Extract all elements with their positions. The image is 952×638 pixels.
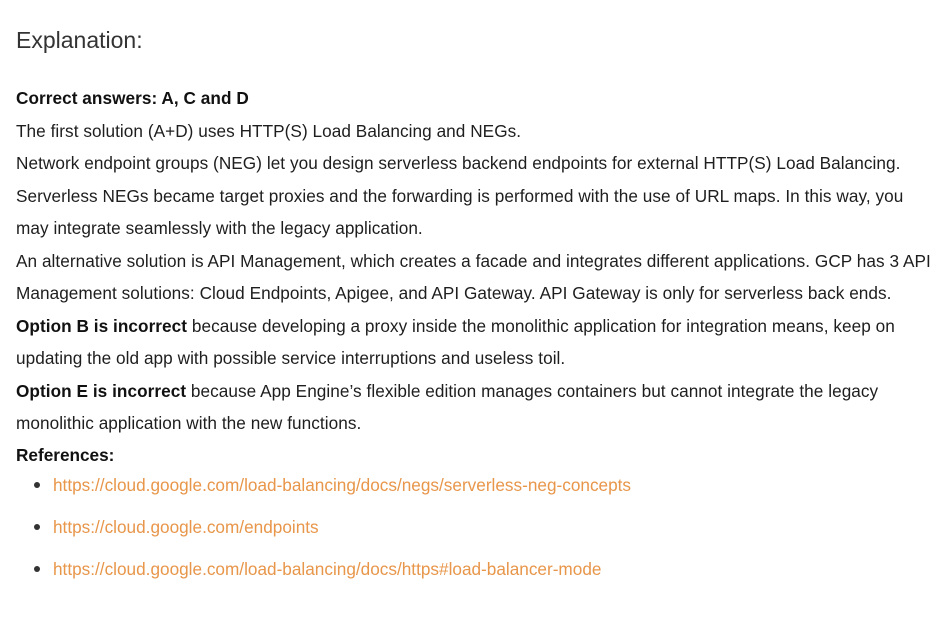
references-title: References: bbox=[16, 444, 115, 465]
paragraph-solution-summary: The first solution (A+D) uses HTTP(S) Load Balancing and NEGs. bbox=[16, 120, 522, 141]
paragraph-api-management: An alternative solution is API Management, which creates a facade and integrates different applications. GCP has 3 API Management solutions: Cloud Endpoints, Apigee, and API Gateway. API Gateway is only for serverless back ends. bbox=[16, 250, 931, 303]
bullet-icon bbox=[34, 566, 40, 572]
paragraph-neg: Network endpoint groups (NEG) let you design serverless backend endpoints for external HTTP(S) Load Balancing. Serverless NEGs became target proxies and the forwarding is performed with the use of URL maps. In this way, you may integrate seamlessly with the legacy application. bbox=[16, 153, 904, 238]
option-e-label: Option E is incorrect bbox=[16, 380, 187, 401]
option-b-label: Option B is incorrect bbox=[16, 315, 188, 336]
reference-link-endpoints[interactable]: https://cloud.google.com/endpoints bbox=[53, 516, 319, 537]
reference-item bbox=[34, 512, 936, 554]
option-b-explanation: because developing a proxy inside the monolithic application for integration means, keep on updating the old app with possible service interruptions and useless toil. bbox=[16, 315, 895, 368]
option-e-explanation: because App Engine’s flexible edition manages containers but cannot integrate the legacy monolithic application with the new functions. bbox=[16, 380, 879, 433]
correct-answers: Correct answers: A, C and D bbox=[16, 88, 249, 108]
paragraph-option-e bbox=[16, 375, 936, 440]
reference-item bbox=[34, 470, 936, 512]
bullet-icon bbox=[34, 482, 40, 488]
reference-link-serverless-neg[interactable]: https://cloud.google.com/load-balancing/docs/negs/serverless-neg-concepts bbox=[53, 474, 632, 495]
page-title: Explanation: bbox=[16, 27, 143, 53]
paragraph-option-b bbox=[16, 310, 936, 375]
bullet-icon bbox=[34, 524, 40, 530]
reference-link-load-balancer-mode[interactable]: https://cloud.google.com/load-balancing/docs/https#load-balancer-mode bbox=[53, 558, 602, 579]
reference-item bbox=[34, 554, 936, 596]
references-list bbox=[16, 470, 936, 596]
